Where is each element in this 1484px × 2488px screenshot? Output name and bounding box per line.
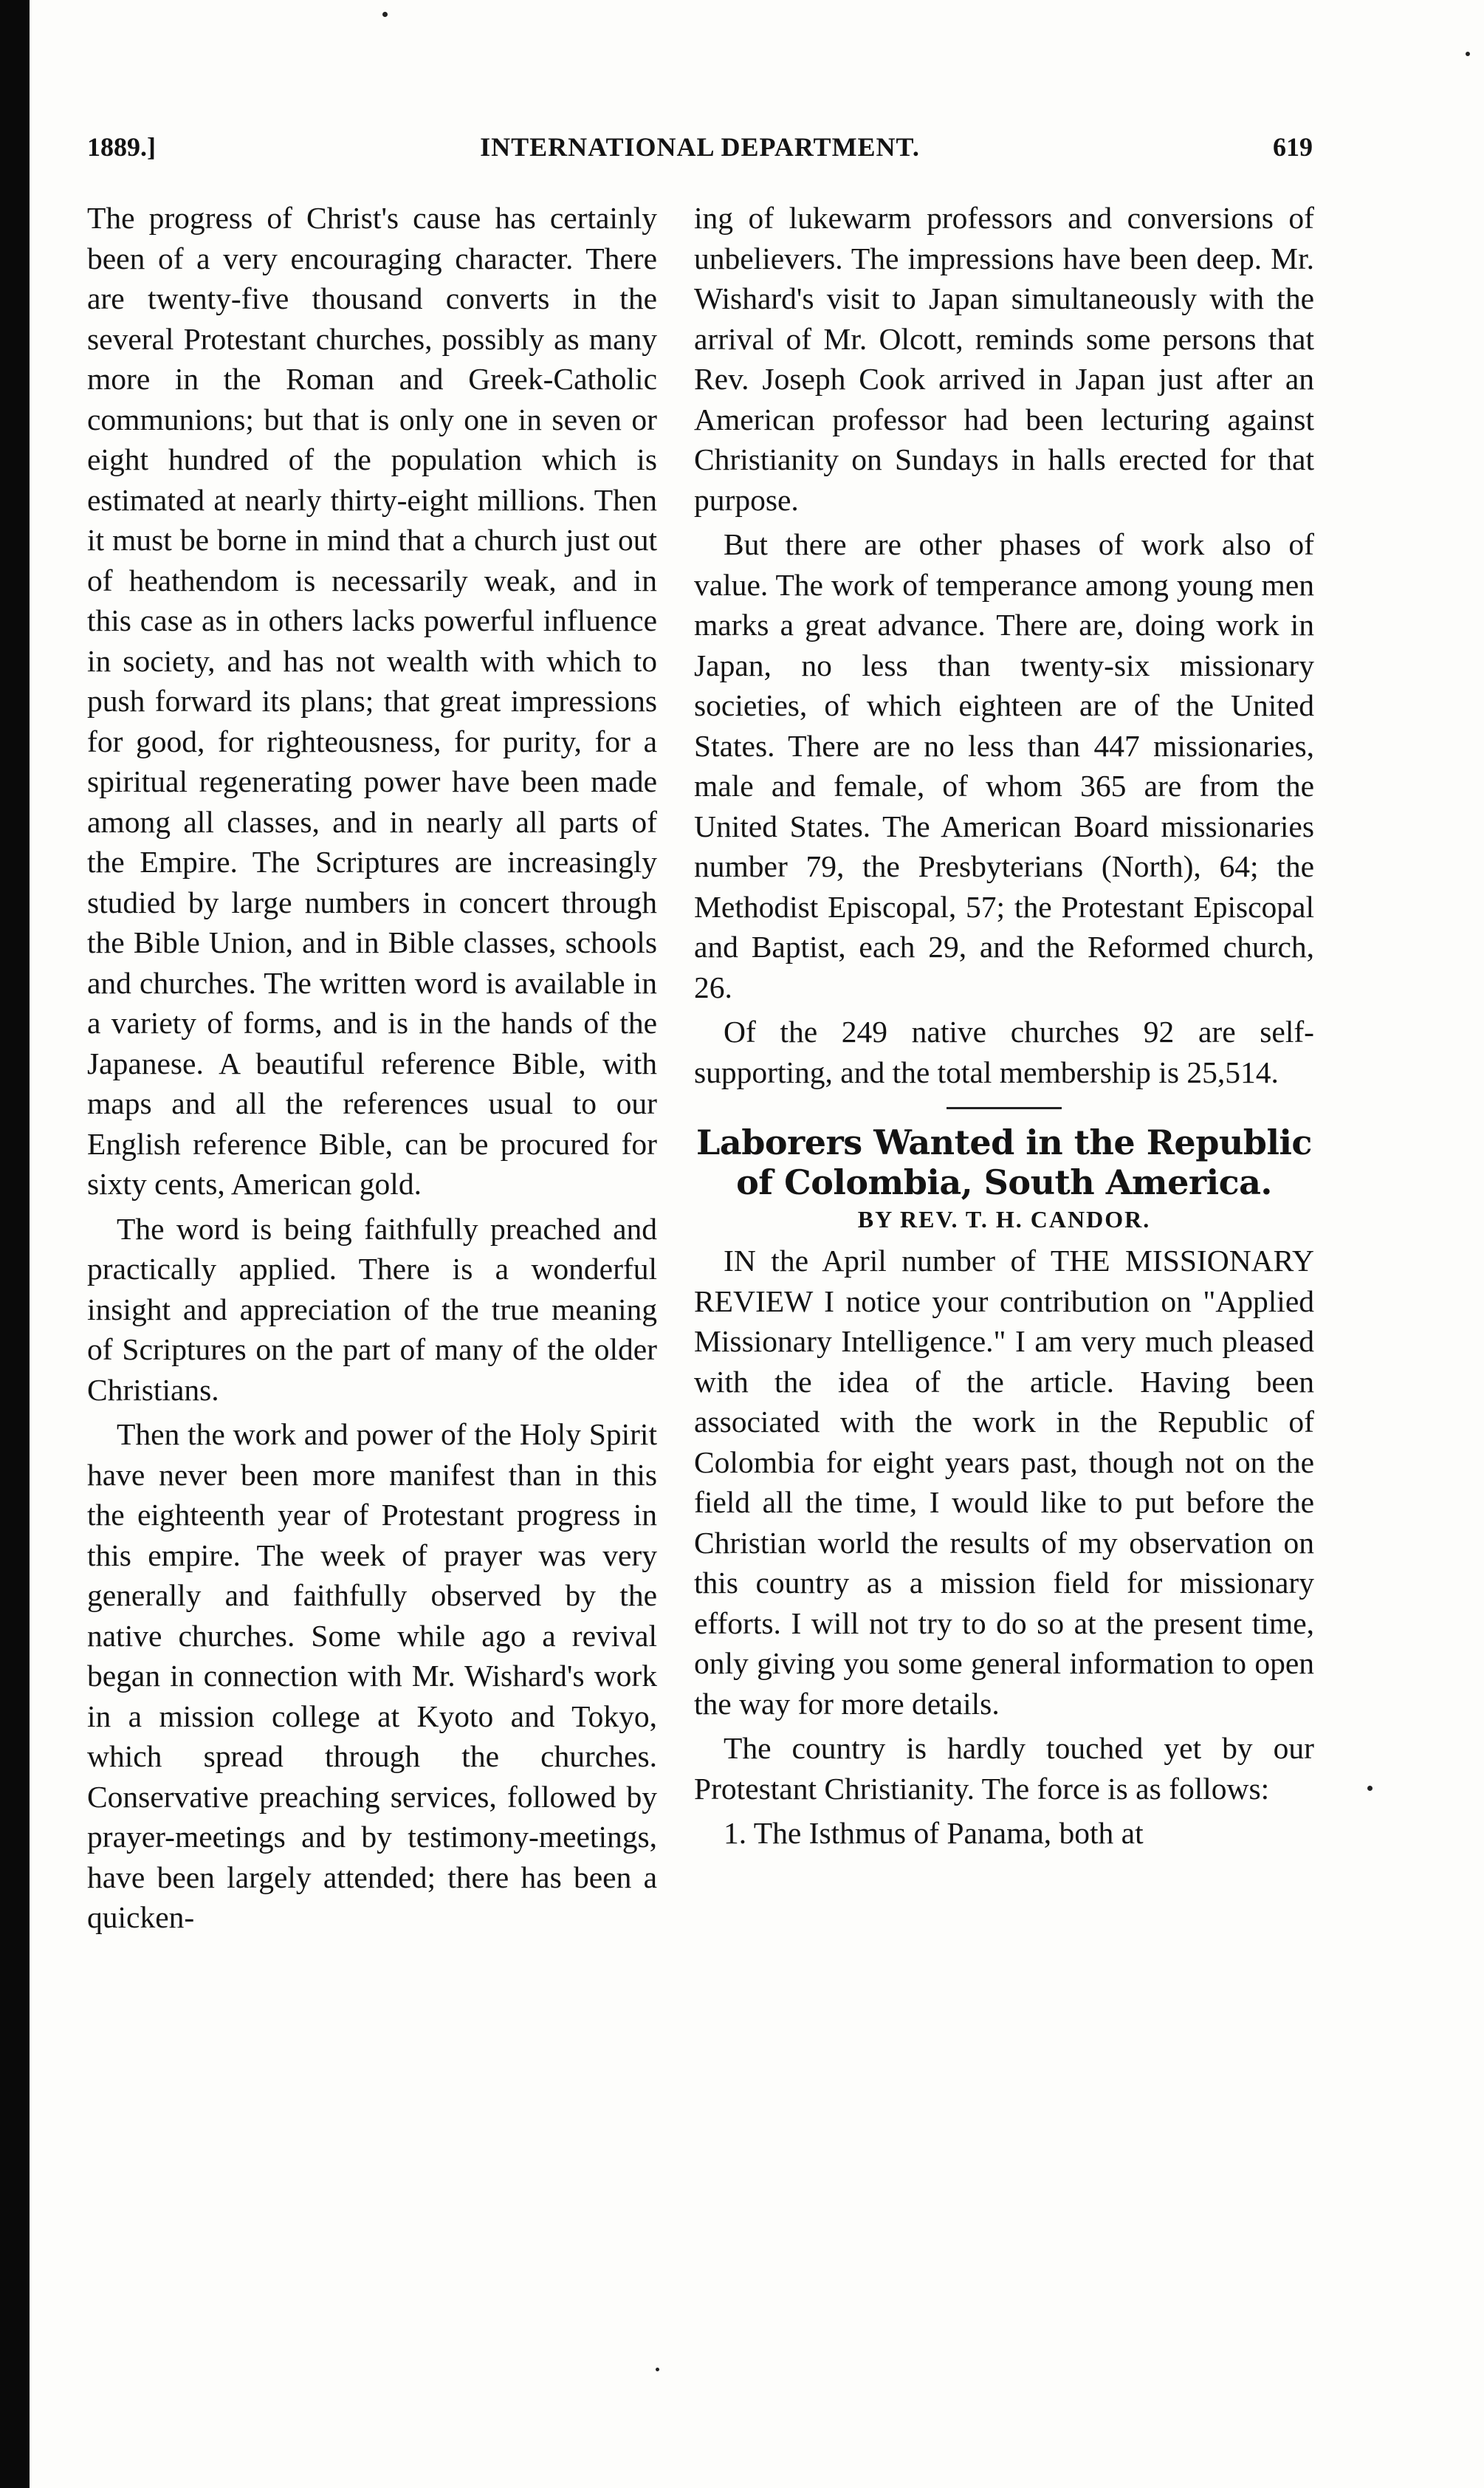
page-number: 619 bbox=[1273, 132, 1313, 162]
article-byline: BY REV. T. H. CANDOR. bbox=[857, 1206, 1151, 1233]
print-speck bbox=[656, 2368, 659, 2371]
body-paragraph: Of the 249 native churches 92 are self-supporting, and the total membership is 25,514. bbox=[694, 1015, 1314, 1089]
header-year: 1889.] bbox=[87, 132, 156, 162]
header-title: INTERNATIONAL DEPARTMENT. bbox=[480, 132, 920, 162]
body-paragraph: The progress of Christ's cause has certainly been of a very encouraging character. There are twenty-five thousand converts in the several Protestant churches, possibly as many more in the Roman and Greek-Catholic communions; but that is only one in seven or eight hundred of the population which is estimated at nearly thirty-eight millions. Then it must be borne in mind that a church just out of heathendom is necessarily weak, and in this case as in others lacks powerful influence in society, and has not wealth with which to push forward its plans; that great impressions for good, for righteousness, for purity, for a spiritual regenerating power have been made among all classes, and in nearly all parts of the Empire. The Scriptures are increasingly studied by large numbers in concert through the Bible Union, and in Bible classes, schools and churches. The written word is available in a variety of forms, and is in the hands of the Japanese. A beautiful reference Bible, with maps and all the references usual to our English reference Bible, can be procured for sixty cents, American gold. bbox=[87, 201, 657, 1201]
print-speck bbox=[382, 12, 388, 17]
section-divider bbox=[947, 1107, 1062, 1109]
body-paragraph: ing of lukewarm professors and conversions of unbelievers. The impressions have been deep. Mr. Wishard's visit to Japan simultaneously with the arrival of Mr. Olcott, reminds some persons that Rev. Joseph Cook arrived in Japan just after an American professor had been lecturing against Christianity on Sundays in halls erected for that purpose. bbox=[694, 201, 1314, 517]
body-paragraph: The country is hardly touched yet by our Protestant Christianity. The force is as follows: bbox=[694, 1731, 1314, 1806]
right-column bbox=[694, 198, 1314, 1858]
body-paragraph: The word is being faithfully preached and practically applied. There is a wonderful insight and appreciation of the true meaning of Scriptures on the part of many of the older Christians. bbox=[87, 1211, 657, 1407]
page-binding-edge bbox=[0, 0, 30, 2488]
print-speck bbox=[1367, 1786, 1373, 1791]
left-column bbox=[87, 198, 657, 1942]
print-speck bbox=[1466, 52, 1470, 56]
running-header bbox=[87, 131, 1313, 176]
body-paragraph: But there are other phases of work also of value. The work of temperance among young men marks a great advance. There are, doing work in Japan, no less than twenty-six missionary societies, of which eighteen are of the United States. There are no less than 447 missionaries, male and female, of whom 365 are from the United States. The American Board missionaries number 79, the Presbyterians (North), 64; the Methodist Episcopal, 57; the Protestant Episcopal and Baptist, each 29, and the Reformed church, 26. bbox=[694, 527, 1314, 1004]
body-paragraph: 1. The Isthmus of Panama, both at bbox=[724, 1816, 1144, 1850]
body-paragraph: Then the work and power of the Holy Spirit have never been more manifest than in this the eighteenth year of Protestant progress in this empire. The week of prayer was very generally and faithfully observed by the native churches. Some while ago a revival began in connection with Mr. Wishard's work in a mission college at Kyoto and Tokyo, which spread through the churches. Conservative preaching services, followed by prayer-meetings and by testimony-meetings, have been largely attended; there has been a quicken- bbox=[87, 1417, 657, 1934]
article-heading: Laborers Wanted in the Republic of Colombia, South America. bbox=[696, 1123, 1312, 1202]
body-paragraph: IN the April number of THE MISSIONARY REVIEW I notice your contribution on "Applied Missionary Intelligence." I am very much pleased with the idea of the article. Having been associated with the work in the Republic of Colombia for eight years past, though not on the field all the time, I would like to put before the Christian world the results of my observation on this country as a mission field for missionary efforts. I will not try to do so at the present time, only giving you some general information to open the way for more details. bbox=[694, 1244, 1314, 1721]
